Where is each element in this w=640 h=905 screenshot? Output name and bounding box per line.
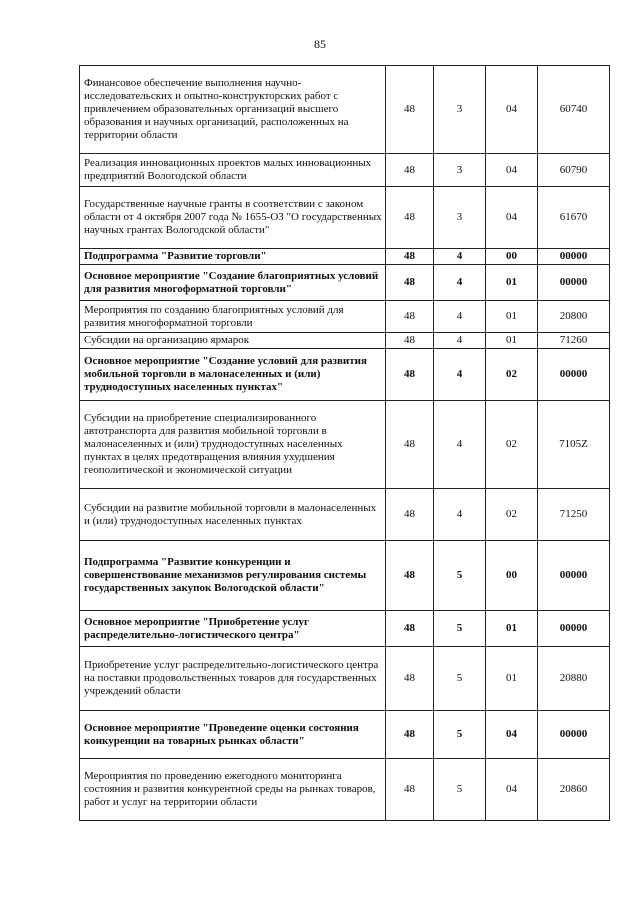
row-code-1-cell: 48 bbox=[386, 333, 434, 349]
row-code-2-cell: 4 bbox=[434, 401, 486, 489]
row-code-2-cell: 4 bbox=[434, 333, 486, 349]
table-row bbox=[80, 541, 610, 611]
row-name-cell: Финансовое обеспечение выполнения научно-исследовательских и опытно-конструкторских работ с привлечением образовательных организаций высшего образования и научных организаций, расположенных на территории области bbox=[80, 66, 386, 154]
row-code-3-cell: 01 bbox=[486, 265, 538, 301]
row-code-3-cell: 01 bbox=[486, 647, 538, 711]
row-code-1-cell: 48 bbox=[386, 647, 434, 711]
row-name-cell: Подпрограмма "Развитие конкуренции и совершенствование механизмов регулирования системы государственных закупок Вологодской области" bbox=[80, 541, 386, 611]
row-code-3-cell: 04 bbox=[486, 66, 538, 154]
budget-table bbox=[79, 65, 610, 821]
row-code-1-cell: 48 bbox=[386, 187, 434, 249]
row-code-3-cell: 02 bbox=[486, 489, 538, 541]
row-code-1-cell: 48 bbox=[386, 759, 434, 821]
row-code-2-cell: 5 bbox=[434, 611, 486, 647]
row-code-1-cell: 48 bbox=[386, 249, 434, 265]
page-number: 85 bbox=[314, 37, 326, 51]
row-code-1-cell: 48 bbox=[386, 489, 434, 541]
row-name-cell: Приобретение услуг распределительно-логистического центра на поставки продовольственных товаров для государственных учреждений области bbox=[80, 647, 386, 711]
row-name-cell: Основное мероприятие "Приобретение услуг распределительно-логистического центра" bbox=[80, 611, 386, 647]
row-name-cell: Мероприятия по созданию благоприятных условий для развития многоформатной торговли bbox=[80, 301, 386, 333]
row-code-2-cell: 3 bbox=[434, 66, 486, 154]
row-code-2-cell: 4 bbox=[434, 265, 486, 301]
row-code-2-cell: 5 bbox=[434, 647, 486, 711]
row-code-2-cell: 4 bbox=[434, 349, 486, 401]
row-code-3-cell: 01 bbox=[486, 301, 538, 333]
table-row bbox=[80, 301, 610, 333]
table-row bbox=[80, 333, 610, 349]
row-code-4-cell: 60790 bbox=[538, 154, 610, 187]
row-code-1-cell: 48 bbox=[386, 301, 434, 333]
row-code-4-cell: 71260 bbox=[538, 333, 610, 349]
row-code-2-cell: 5 bbox=[434, 759, 486, 821]
row-code-3-cell: 00 bbox=[486, 249, 538, 265]
row-code-1-cell: 48 bbox=[386, 265, 434, 301]
row-code-2-cell: 3 bbox=[434, 187, 486, 249]
row-code-4-cell: 00000 bbox=[538, 711, 610, 759]
row-code-3-cell: 04 bbox=[486, 187, 538, 249]
table-row bbox=[80, 154, 610, 187]
row-code-4-cell: 20880 bbox=[538, 647, 610, 711]
row-code-2-cell: 5 bbox=[434, 541, 486, 611]
budget-table-body bbox=[80, 66, 610, 821]
table-row bbox=[80, 759, 610, 821]
row-code-3-cell: 02 bbox=[486, 401, 538, 489]
row-code-4-cell: 00000 bbox=[538, 541, 610, 611]
row-name-cell: Мероприятия по проведению ежегодного мониторинга состояния и развития конкурентной среды на рынках товаров, работ и услуг на территории области bbox=[80, 759, 386, 821]
row-name-cell: Основное мероприятие "Проведение оценки состояния конкуренции на товарных рынках области" bbox=[80, 711, 386, 759]
table-row bbox=[80, 349, 610, 401]
table-row bbox=[80, 249, 610, 265]
row-code-4-cell: 7105Z bbox=[538, 401, 610, 489]
row-code-2-cell: 3 bbox=[434, 154, 486, 187]
row-code-4-cell: 20860 bbox=[538, 759, 610, 821]
row-code-2-cell: 4 bbox=[434, 301, 486, 333]
table-row bbox=[80, 611, 610, 647]
row-code-4-cell: 60740 bbox=[538, 66, 610, 154]
table-row bbox=[80, 187, 610, 249]
row-code-1-cell: 48 bbox=[386, 541, 434, 611]
row-name-cell: Субсидии на развитие мобильной торговли в малонаселенных и (или) труднодоступных населенных пунктах bbox=[80, 489, 386, 541]
row-code-3-cell: 04 bbox=[486, 759, 538, 821]
table-row bbox=[80, 647, 610, 711]
row-code-4-cell: 71250 bbox=[538, 489, 610, 541]
row-code-3-cell: 00 bbox=[486, 541, 538, 611]
row-code-2-cell: 4 bbox=[434, 489, 486, 541]
row-name-cell: Субсидии на приобретение специализированного автотранспорта для развития мобильной торговли в малонаселенных и (или) труднодоступных населенных пунктах в целях предотвращения влияния ухудшения геополитической и экономической ситуации bbox=[80, 401, 386, 489]
row-code-3-cell: 01 bbox=[486, 333, 538, 349]
table-row bbox=[80, 489, 610, 541]
row-name-cell: Подпрограмма "Развитие торговли" bbox=[80, 249, 386, 265]
row-code-1-cell: 48 bbox=[386, 611, 434, 647]
row-code-1-cell: 48 bbox=[386, 349, 434, 401]
row-code-4-cell: 61670 bbox=[538, 187, 610, 249]
row-code-3-cell: 01 bbox=[486, 611, 538, 647]
row-code-2-cell: 5 bbox=[434, 711, 486, 759]
row-name-cell: Основное мероприятие "Создание благоприятных условий для развития многоформатной торговли" bbox=[80, 265, 386, 301]
row-code-1-cell: 48 bbox=[386, 66, 434, 154]
row-code-1-cell: 48 bbox=[386, 401, 434, 489]
row-code-4-cell: 20800 bbox=[538, 301, 610, 333]
row-code-3-cell: 04 bbox=[486, 711, 538, 759]
row-name-cell: Основное мероприятие "Создание условий для развития мобильной торговли в малонаселенных и (или) труднодоступных населенных пунктах" bbox=[80, 349, 386, 401]
table-row bbox=[80, 66, 610, 154]
row-code-3-cell: 02 bbox=[486, 349, 538, 401]
row-code-4-cell: 00000 bbox=[538, 249, 610, 265]
table-row bbox=[80, 401, 610, 489]
row-name-cell: Государственные научные гранты в соответствии с законом области от 4 октября 2007 года № 1655-ОЗ "О государственных научных грантах Вологодской области" bbox=[80, 187, 386, 249]
row-code-1-cell: 48 bbox=[386, 711, 434, 759]
row-code-2-cell: 4 bbox=[434, 249, 486, 265]
row-code-4-cell: 00000 bbox=[538, 611, 610, 647]
row-code-4-cell: 00000 bbox=[538, 265, 610, 301]
table-row bbox=[80, 265, 610, 301]
table-row bbox=[80, 711, 610, 759]
row-name-cell: Субсидии на организацию ярмарок bbox=[80, 333, 386, 349]
row-code-4-cell: 00000 bbox=[538, 349, 610, 401]
row-code-3-cell: 04 bbox=[486, 154, 538, 187]
row-code-1-cell: 48 bbox=[386, 154, 434, 187]
row-name-cell: Реализация инновационных проектов малых инновационных предприятий Вологодской области bbox=[80, 154, 386, 187]
